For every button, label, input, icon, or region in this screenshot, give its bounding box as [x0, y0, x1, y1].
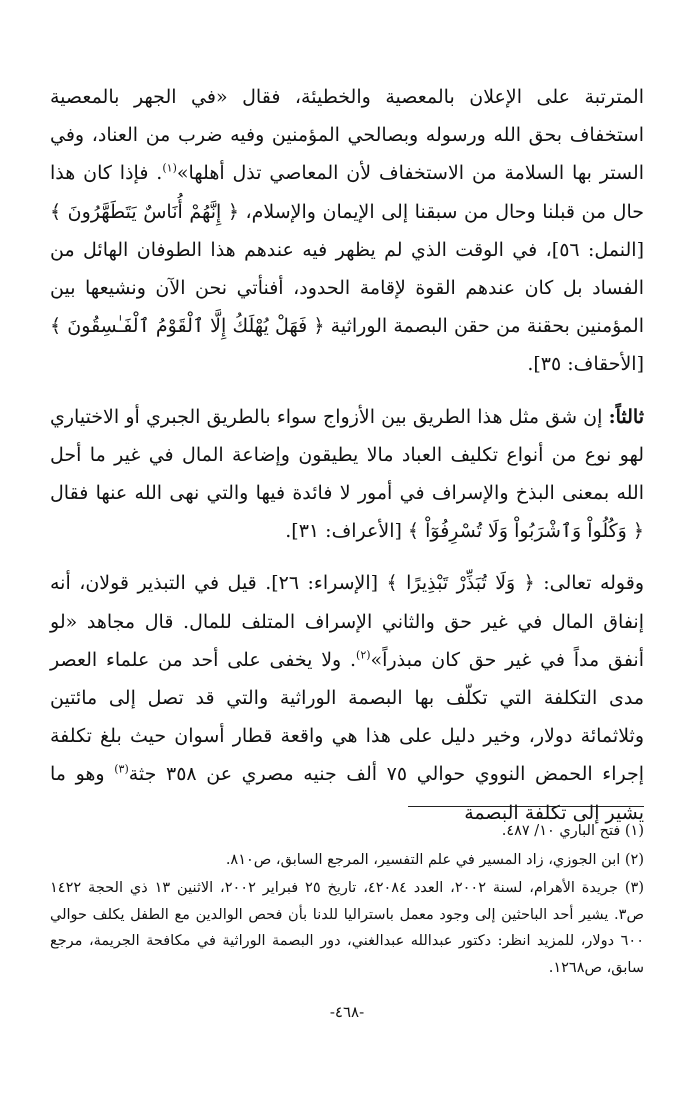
paragraph-1-text-b: . فإذا كان هذا حال من قبلنا وحال من سبقنا إلى الإيمان والإسلام، ﴿ إِنَّهُمْ أُنَاسٌ يَتَطَهَّرُونَ ﴾ [النمل: ٥٦]، في الوقت الذي لم يظهر فيه عندهم هذا الطوفان الهائل من الفساد بل كان عندهم القوة لإقامة الحدود، أفنأتي نحن الآن ونشيعها بين المؤمنين بحقنة من حقن البصمة الوراثية ﴿ فَهَلْ يُهْلَكُ إِلَّا ٱلْقَوْمُ ٱلْفَـٰسِقُونَ ﴾ [الأحقاف: ٣٥].	[50, 162, 644, 376]
footnote-separator	[408, 806, 644, 807]
paragraph-3-text-b: . ولا يخفى على أحد من علماء العصر مدى التكلفة التي تكلّف بها البصمة الوراثية والتي قد تصل إلى مائتين وثلاثمائة دولار، وخير دليل على هذا هي واقعة قطار أسوان حيث بلغ تكلفة إجراء الحمض النووي حوالي ٧٥ ألف جنيه مصري عن ٣٥٨ جثة	[50, 648, 644, 786]
footnotes	[50, 818, 644, 983]
paragraph-3	[50, 564, 644, 831]
page-number: -٤٦٨-	[329, 1003, 365, 1021]
paragraph-3-text-c: وهو ما يشير إلى تكلفة البصمة	[50, 763, 644, 824]
footnote-1: (١) فتح الباري ١٠/ ٤٨٧.	[501, 823, 644, 839]
footnote-2: (٢) ابن الجوزي، زاد المسير في علم التفسير، المرجع السابق، ص٨١٠.	[225, 851, 644, 868]
paragraph-1-text-a: المترتبة على الإعلان بالمعصية والخطيئة، فقال «في الجهر بالمعصية استخفاف بحق الله ورسوله وبصالحي المؤمنين وفيه ضرب من العناد، وفي الستر بها السلامة من الاستخفاف لأن المعاصي تذل أهلها»	[50, 86, 644, 185]
main-text	[50, 78, 644, 832]
footnote-ref-1[interactable]: (١)	[162, 162, 177, 176]
footnote-3: (٣) جريدة الأهرام، لسنة ٢٠٠٢، العدد ٤٢٠٨٤، تاريخ ٢٥ فبراير ٢٠٠٢، الاثنين ١٣ ذي الحجة ١٤٢٢ ص٣. يشير أحد الباحثين إلى وجود معمل باستراليا للدنا بأن فحص الوالدين مع الطفل يكلف حوالي ٦٠٠ دولار، للمزيد انظر: دكتور عبدالله عبدالغني، دور البصمة الوراثية في مكافحة الجريمة، مرجع سابق، ص١٢٦٨.	[50, 880, 645, 976]
paragraph-2-text: إن شق مثل هذا الطريق بين الأزواج سواء بالطريق الجبري أو الاختياري لهو نوع من أنواع تكليف العباد مالا يطيقون وإضاعة المال في غير ما أحل الله بمعنى البذخ والإسراف في أمور لا فائدة فيها والتي نهى الله عنها فقال ﴿ وَكُلُواْ وَٱشْرَبُواْ وَلَا تُسْرِفُوٓاْ ﴾ [الأعراف: ٣١].	[50, 405, 644, 543]
paragraph-3-text-a: وقوله تعالى: ﴿ وَلَا تُبَذِّرْ تَبْذِيرًا ﴾ [الإسراء: ٢٦]. قيل في التبذير قولان، أنه إنفاق المال في غير حق والثاني الإسراف المتلف للمال. قال مجاهد «لو أنفق مداً في غير حق كان مبذراً»	[50, 572, 644, 671]
paragraph-2-lead: ثالثاً:	[608, 405, 644, 428]
paragraph-2	[50, 398, 644, 551]
footnote-ref-2[interactable]: (٢)	[356, 648, 371, 662]
paragraph-1	[50, 78, 644, 384]
footnote-ref-3[interactable]: (٣)	[114, 763, 129, 777]
